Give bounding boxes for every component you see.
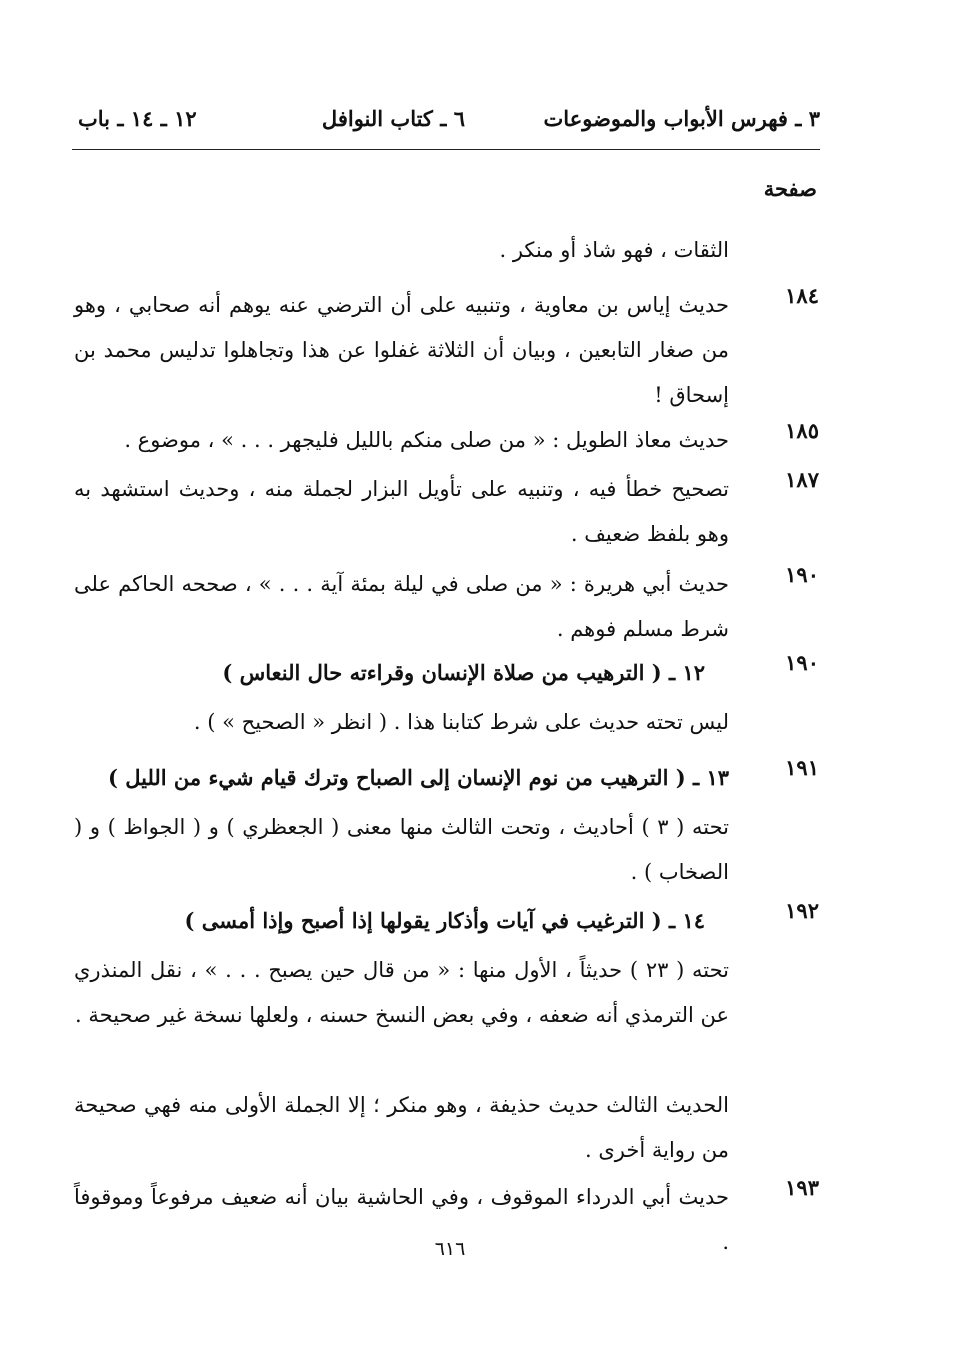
entry-text: الحديث الثالث حديث حذيفة ، وهو منكر ؛ إلا الجملة الأولى منه فهي صحيحة من رواية أخرى .	[74, 1093, 729, 1162]
chapter-heading: ١٣ ـ ( الترهيب من نوم الإنسان إلى الصباح وترك قيام شيء من الليل )	[107, 765, 729, 790]
entry-text: تصحيح خطأ فيه ، وتنبيه على تأويل البزار لجملة منه ، وحديث استشهد به وهو بلفظ ضعيف .	[74, 477, 729, 546]
entry-page-number: ١٨٧	[785, 467, 819, 492]
entry-text: ليس تحته حديث على شرط كتابنا هذا . ( انظر « الصحيح » ) .	[193, 710, 729, 734]
page-number: ٦١٦	[434, 1238, 466, 1260]
entry-page-number: ١٩٢	[785, 898, 819, 923]
chapter-heading: ١٢ ـ ( الترهيب من صلاة الإنسان وقراءته حال النعاس )	[222, 660, 705, 685]
entry-text: تحته ( ٢٣ ) حديثاً ، الأول منها : « من قال حين يصبح . . . » ، نقل المنذري عن الترمذي أنه ضعفه ، وفي بعض النسخ حسنه ، ولعلها نسخة غير صحيحة .	[74, 958, 730, 1027]
header-chapter-range: ١٢ ـ ١٤ ـ باب	[78, 106, 197, 131]
entry-text: حديث أبي هريرة : « من صلى في ليلة بمئة آية . . . » ، صححه الحاكم على شرط مسلم فوهم .	[74, 572, 729, 641]
entry-text: تحته ( ٣ ) أحاديث ، وتحت الثالث منها معنى ( الجعظري ) و ( الجواظ ) و ( الصخاب ) .	[74, 815, 729, 884]
header-index-title: ٣ ـ فهرس الأبواب والموضوعات	[543, 106, 820, 131]
chapter-heading: ١٤ ـ ( الترغيب في آيات وأذكار يقولها إذا أصبح وإذا أمسى )	[184, 908, 705, 933]
entry-text: حديث أبي الدرداء الموقوف ، وفي الحاشية بيان أنه ضعيف مرفوعاً وموقوفاً .	[74, 1185, 729, 1254]
entry-text: حديث معاذ الطويل : « من صلى منكم بالليل فليجهر . . . » ، موضوع .	[124, 428, 729, 452]
entry-page-number: ١٩١	[785, 755, 819, 780]
entry-page-number: ١٨٥	[785, 418, 819, 443]
page-column-label: صفحة	[763, 176, 817, 201]
header-divider	[72, 149, 820, 150]
entry-text: الثقات ، فهو شاذ أو منكر .	[499, 238, 729, 262]
header-book-title: ٦ ـ كتاب النوافل	[321, 106, 465, 131]
entry-page-number: ١٩٠	[785, 562, 819, 587]
running-header	[72, 106, 820, 142]
entry-page-number: ١٩٣	[785, 1175, 819, 1200]
entry-page-number: ١٩٠	[785, 650, 819, 675]
entry-page-number: ١٨٤	[785, 283, 819, 308]
entry-text: حديث إياس بن معاوية ، وتنبيه على أن الترضي عنه يوهم أنه صحابي ، وهو من صغار التابعين ، وبيان أن الثلاثة غفلوا عن هذا وتجاهلوا تدليس محمد بن إسحاق !	[74, 293, 729, 407]
